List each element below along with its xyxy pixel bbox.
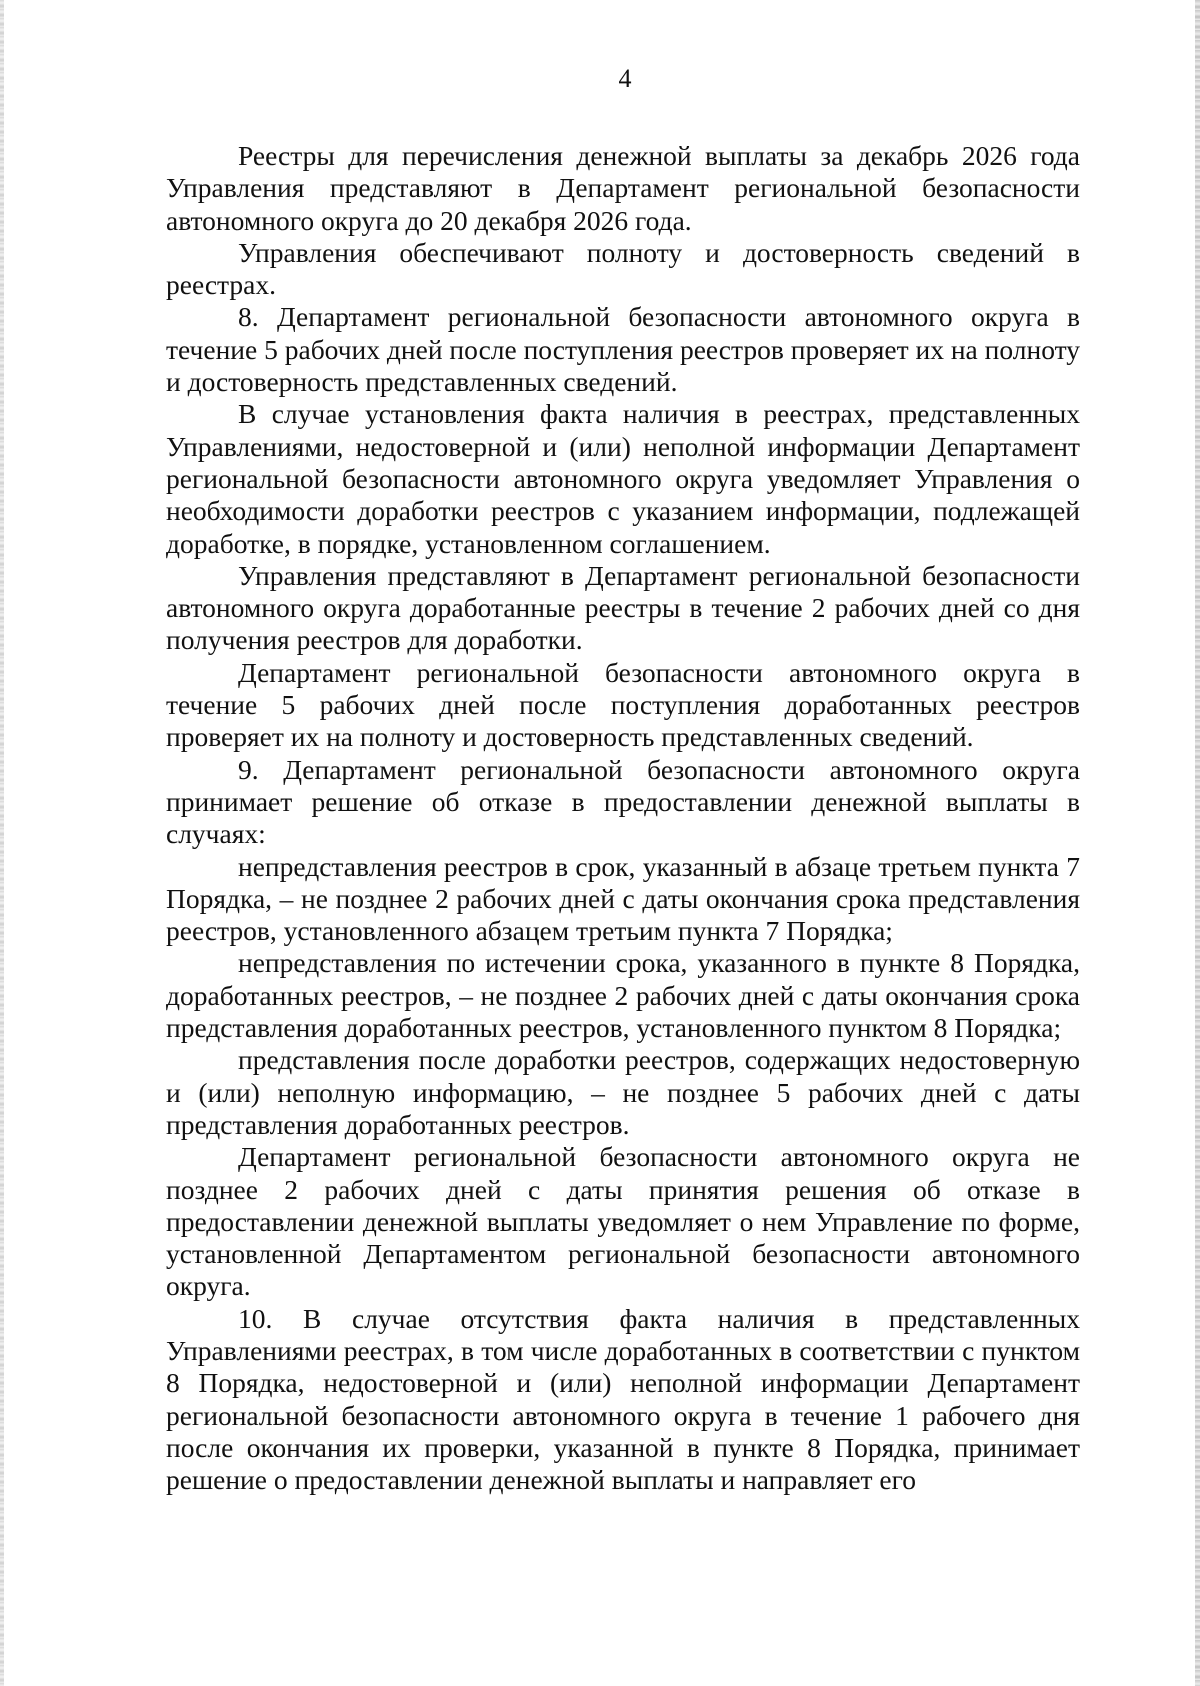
paragraph-item-9: 9. Департамент региональной безопасности автономного округа принимает решение об отказе в предоставлении денежной выплаты в случаях: [166, 753, 1080, 850]
paragraph-completeness: Управления обеспечивают полноту и достоверность сведений в реестрах. [166, 236, 1080, 301]
scan-edge-left [0, 0, 4, 1686]
paragraph-item-10: 10. В случае отсутствия факта наличия в представленных Управлениями реестрах, в том числе доработанных в соответствии с пунктом 8 Порядка, недостоверной и (или) неполной информации Департамент региональной безопасности автономного округа в течение 1 рабочего дня после окончания их проверки, указанной в пункте 8 Порядка, принимает решение о предоставлении денежной выплаты и направляет его [166, 1302, 1080, 1496]
paragraph-item-8: 8. Департамент региональной безопасности автономного округа в течение 5 рабочих дней после поступления реестров проверяет их на полноту и достоверность представленных сведений. [166, 301, 1080, 398]
document-body [166, 140, 1080, 1496]
page-number: 4 [618, 64, 632, 93]
list-item-case-3: представления после доработки реестров, содержащих недостоверную и (или) неполную информацию, – не позднее 5 рабочих дней с даты представления доработанных реестров. [166, 1044, 1080, 1140]
paragraph-refusal-notice: Департамент региональной безопасности автономного округа не позднее 2 рабочих дней с даты принятия решения об отказе в предоставлении денежной выплаты уведомляет о нем Управление по форме, установленной Департаментом региональной безопасности автономного округа. [166, 1141, 1080, 1302]
list-item-case-1: непредставления реестров в срок, указанный в абзаце третьем пункта 7 Порядка, – не позднее 2 рабочих дней с даты окончания срока представления реестров, установленного абзацем третьим пункта 7 Порядка; [166, 850, 1080, 947]
paragraph-revised-check: Департамент региональной безопасности автономного округа в течение 5 рабочих дней после поступления доработанных реестров проверяет их на полноту и достоверность представленных сведений. [166, 656, 1080, 753]
paragraph-revised-registers: Управления представляют в Департамент региональной безопасности автономного округа доработанные реестры в течение 2 рабочих дней со дня получения реестров для доработки. [166, 559, 1080, 656]
paragraph-inaccuracy-notice: В случае установления факта наличия в реестрах, представленных Управлениями, недостоверной и (или) неполной информации Департамент региональной безопасности автономного округа уведомляет Управления о необходимости доработки реестров с указанием информации, подлежащей доработке, в порядке, установленном соглашением. [166, 398, 1080, 559]
list-item-case-2: непредставления по истечении срока, указанного в пункте 8 Порядка, доработанных реестров, – не позднее 2 рабочих дней с даты окончания срока представления доработанных реестров, установленного пунктом 8 Порядка; [166, 947, 1080, 1044]
paragraph-registers-december: Реестры для перечисления денежной выплаты за декабрь 2026 года Управления представляют в Департамент региональной безопасности автономного округа до 20 декабря 2026 года. [166, 140, 1080, 236]
scan-edge-right [1195, 0, 1200, 1686]
